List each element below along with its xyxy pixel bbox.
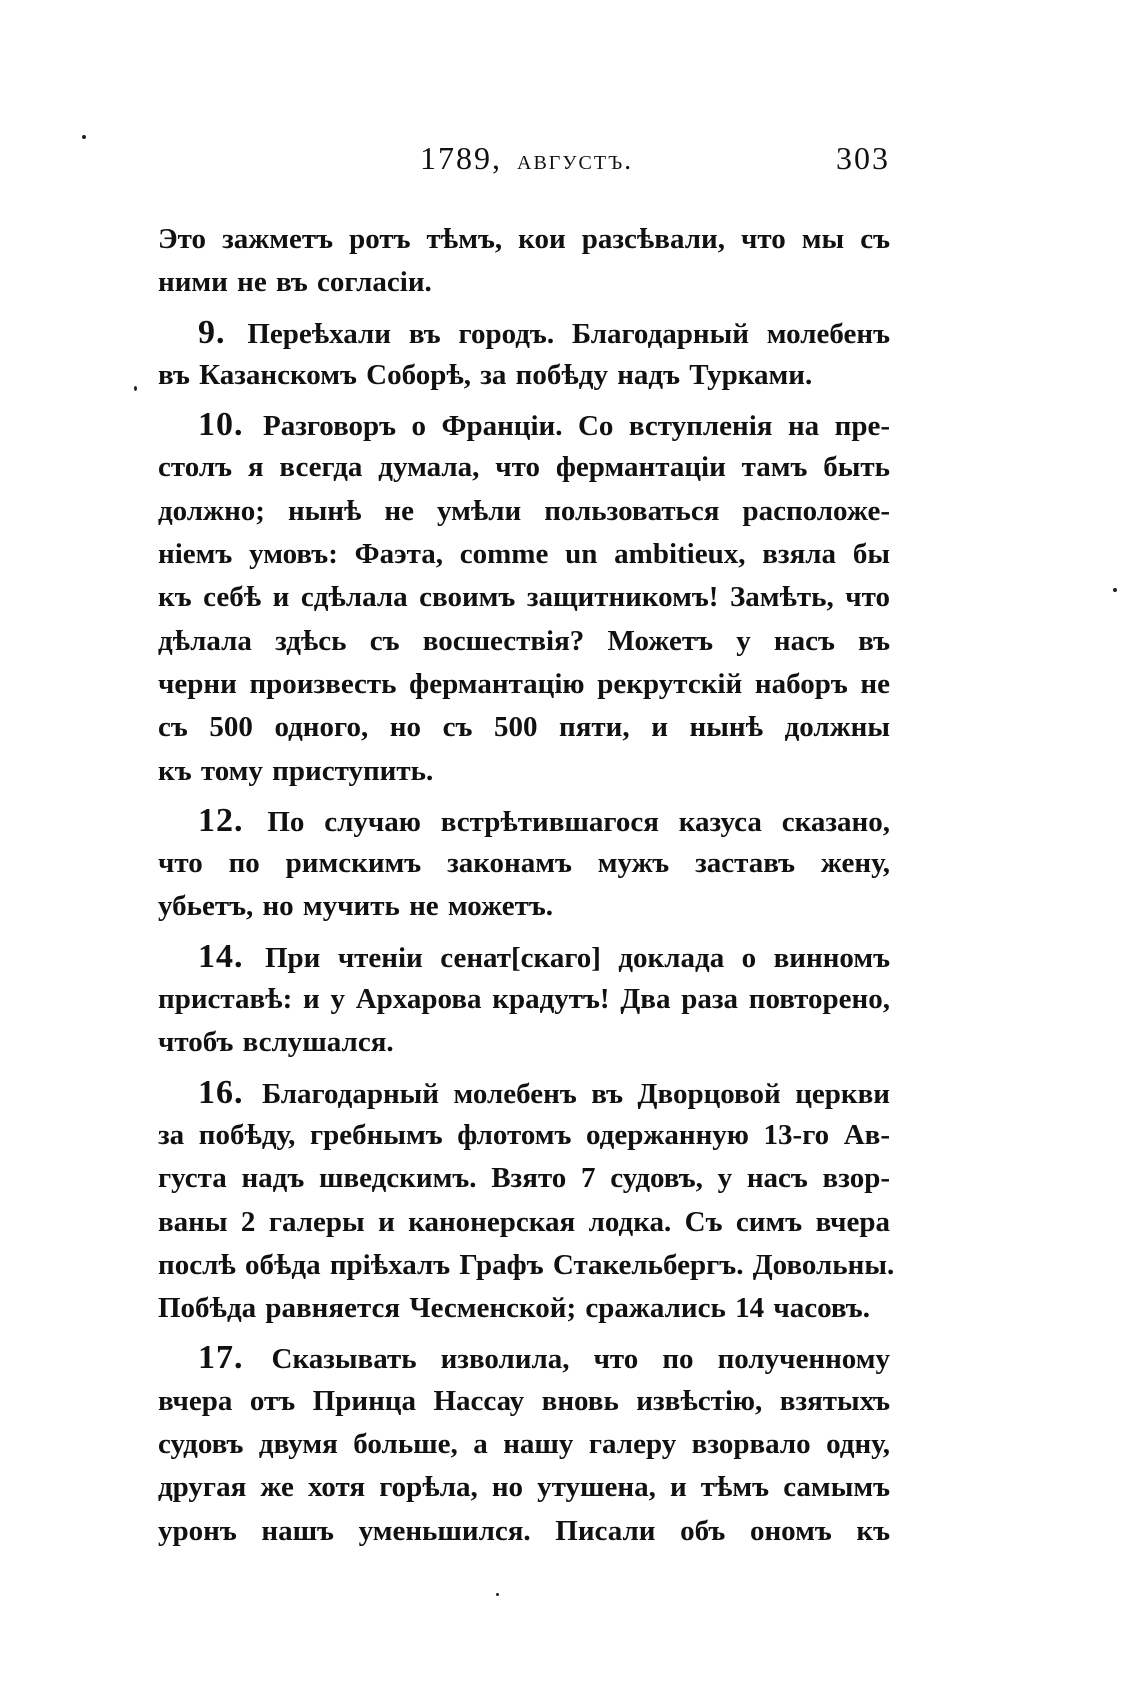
diary-entry-9 bbox=[158, 311, 890, 398]
text-fragment: Переѣхали въ городъ. Благодарный молебенъ bbox=[247, 317, 890, 350]
text-line bbox=[158, 311, 890, 354]
text-line: должно; нынѣ не умѣли пользоваться расположе- bbox=[158, 494, 890, 527]
text-fragment: По случаю встрѣтившагося казуса сказано, bbox=[267, 805, 890, 838]
text-line bbox=[158, 1071, 890, 1114]
text-line: что по римскимъ законамъ мужъ заставъ жену, bbox=[158, 847, 890, 880]
text-line: другая же хотя горѣла, но утушена, и тѣмъ самымъ bbox=[158, 1471, 890, 1504]
diary-entry-14 bbox=[158, 935, 890, 1065]
text-line: убьетъ, но мучить не можетъ. bbox=[158, 890, 553, 923]
text-line: столъ я всегда думала, что фермантаціи тамъ быть bbox=[158, 451, 890, 484]
page-number: 303 bbox=[836, 140, 890, 176]
header-month: августъ. bbox=[517, 145, 634, 176]
diary-text bbox=[158, 218, 895, 1553]
entry-date: 12. bbox=[198, 801, 244, 839]
text-line: послѣ обѣда пріѣхалъ Графъ Стакельбергъ. Довольны. bbox=[158, 1248, 895, 1281]
diary-entry-17 bbox=[158, 1336, 890, 1552]
text-fragment: Разговоръ о Франціи. Со вступленія на пре- bbox=[262, 410, 890, 443]
text-line: въ Казанскомъ Соборѣ, за побѣду надъ Турками. bbox=[158, 358, 813, 391]
entry-date: 10. bbox=[198, 406, 244, 444]
text-line: за побѣду, гребнымъ флотомъ одержанную 13-го Ав- bbox=[158, 1118, 890, 1151]
text-line: ніемъ умовъ: Фаэта, comme un ambitieux, взяла бы bbox=[158, 538, 890, 571]
text-line: уронъ нашъ уменьшился. Писали объ ономъ къ bbox=[158, 1514, 890, 1547]
diary-entry-10 bbox=[158, 403, 890, 793]
text-line: ними не въ согласіи. bbox=[158, 266, 432, 299]
running-head bbox=[420, 140, 633, 177]
text-line: ваны 2 галеры и канонерская лодка. Съ симъ вчера bbox=[158, 1205, 890, 1238]
text-line bbox=[158, 799, 890, 842]
entry-date: 14. bbox=[198, 937, 244, 975]
diary-entry-continuation bbox=[158, 218, 890, 305]
text-fragment: При чтеніи сенат[скаго] доклада о винномъ bbox=[264, 941, 891, 974]
page-header bbox=[158, 140, 890, 190]
text-line: черни произвесть фермантацію рекрутскій наборъ не bbox=[158, 667, 890, 700]
diary-entry-12 bbox=[158, 799, 890, 929]
entry-date: 16. bbox=[198, 1073, 244, 1111]
text-line: чтобъ вслушался. bbox=[158, 1026, 394, 1059]
text-line: приставѣ: и у Архарова крадутъ! Два раза повторено, bbox=[158, 983, 890, 1016]
text-line: Побѣда равняется Чесменской; сражались 14 часовъ. bbox=[158, 1292, 870, 1325]
text-line: Это зажметъ ротъ тѣмъ, кои разсѣвали, что мы съ bbox=[158, 223, 890, 255]
header-year: 1789, bbox=[420, 140, 502, 176]
text-line: судовъ двумя больше, а нашу галеру взорвало одну, bbox=[158, 1428, 890, 1461]
text-line: къ себѣ и сдѣлала своимъ защитникомъ! Замѣть, что bbox=[158, 581, 890, 614]
text-line bbox=[158, 403, 890, 446]
text-line: съ 500 одного, но съ 500 пяти, и нынѣ должны bbox=[158, 711, 890, 744]
text-line: къ тому приступить. bbox=[158, 754, 434, 787]
diary-entry-16 bbox=[158, 1071, 895, 1331]
text-fragment: Благодарный молебенъ въ Дворцовой церкви bbox=[261, 1077, 890, 1110]
entry-date: 9. bbox=[198, 313, 226, 351]
text-line bbox=[158, 935, 890, 978]
entry-date: 17. bbox=[198, 1339, 244, 1377]
text-line: дѣлала здѣсь съ восшествія? Можетъ у насъ въ bbox=[158, 624, 890, 657]
text-line: густа надъ шведскимъ. Взято 7 судовъ, у насъ взор- bbox=[158, 1162, 890, 1195]
text-line: вчера отъ Принца Нассау вновь извѣстію, взятыхъ bbox=[158, 1384, 890, 1417]
text-line bbox=[158, 1336, 890, 1379]
text-fragment: Сказывать изволила, что по полученному bbox=[271, 1343, 891, 1376]
